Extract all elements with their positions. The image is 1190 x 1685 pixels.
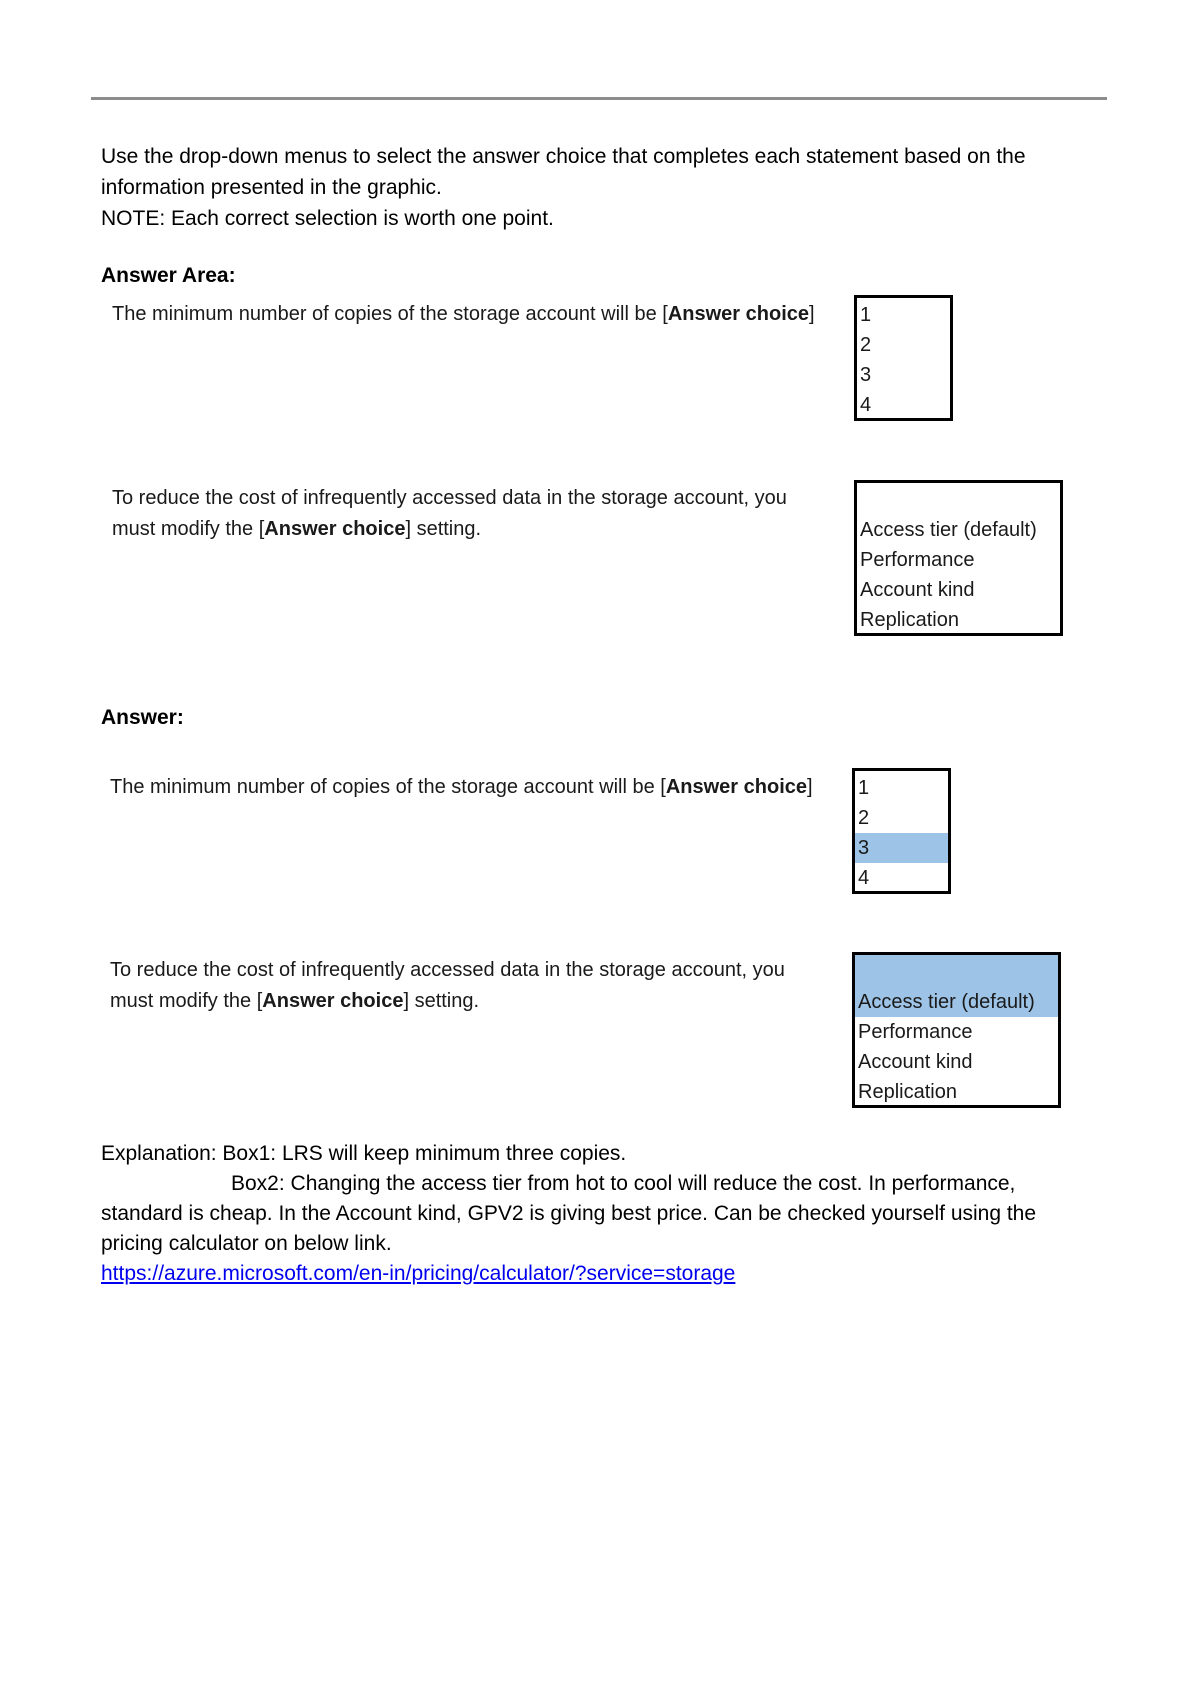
answer-q1-text-after: ] [807,776,813,798]
q2-text-before: must modify the [ [112,518,265,540]
answer-q1-text-before: The minimum number of copies of the storage account will be [ [110,776,666,798]
answer-q2-option-access-tier-selected[interactable]: Access tier (default) [855,987,1058,1017]
answer-heading: Answer: [101,706,184,729]
q2-option-replication[interactable]: Replication [860,609,959,631]
answer-q2-answer-choice: Answer choice [262,990,404,1012]
answer-area-q1-dropdown[interactable] [854,295,953,421]
q1-option-2[interactable]: 2 [860,334,872,356]
answer-area-q2-statement [112,483,787,545]
q1-text-after: ] [809,303,815,325]
answer-q1-dropdown[interactable] [852,768,951,894]
answer-area-q1-statement [112,299,815,330]
answer-q2-dropdown[interactable] [852,952,1061,1108]
note-text: NOTE: Each correct selection is worth one point. [101,207,554,230]
instructions-text: Use the drop-down menus to select the answer choice that completes each statement based on the information presented in the graphic. [101,145,1026,199]
answer-q2-option-replication[interactable]: Replication [858,1081,957,1103]
q2-text-after: ] setting. [405,518,482,540]
answer-area-heading: Answer Area: [101,264,236,287]
answer-q1-option-3-selected[interactable]: 3 [855,833,948,863]
answer-q2-option-performance[interactable]: Performance [858,1021,973,1043]
answer-q2-statement [110,955,785,1017]
q2-text-line1: To reduce the cost of infrequently accessed data in the storage account, you [112,487,787,509]
instructions [101,141,1091,234]
answer-area-q2-dropdown[interactable] [854,480,1063,636]
explanation-box2: Box2: Changing the access tier from hot to cool will reduce the cost. In performance, standard is cheap. In the Account kind, GPV2 is giving best price. Can be checked yourself using the pricing calculator on below link. [101,1172,1037,1255]
q2-option-access-tier[interactable]: Access tier (default) [860,519,1037,541]
answer-q1-statement [110,772,813,803]
answer-q2-option-account-kind[interactable]: Account kind [858,1051,973,1073]
q1-option-3[interactable]: 3 [860,364,872,386]
q1-option-1[interactable]: 1 [860,304,872,326]
q2-answer-choice: Answer choice [264,518,406,540]
answer-q1-answer-choice: Answer choice [665,776,807,798]
q1-answer-choice: Answer choice [667,303,809,325]
q1-text-before: The minimum number of copies of the storage account will be [ [112,303,668,325]
answer-q1-option-2[interactable]: 2 [858,807,870,829]
answer-q1-option-4[interactable]: 4 [858,867,870,889]
answer-q2-text-line1: To reduce the cost of infrequently accessed data in the storage account, you [110,959,785,981]
explanation-box1: Explanation: Box1: LRS will keep minimum three copies. [101,1142,627,1165]
answer-q2-text-after: ] setting. [403,990,480,1012]
q2-option-performance[interactable]: Performance [860,549,975,571]
answer-q1-option-1[interactable]: 1 [858,777,870,799]
pricing-calculator-link[interactable]: https://azure.microsoft.com/en-in/pricing/calculator/?service=storage [101,1262,736,1285]
top-divider [91,97,1107,100]
q1-option-4[interactable]: 4 [860,394,872,416]
q2-option-account-kind[interactable]: Account kind [860,579,975,601]
explanation [101,1139,1091,1289]
answer-q2-text-before: must modify the [ [110,990,263,1012]
